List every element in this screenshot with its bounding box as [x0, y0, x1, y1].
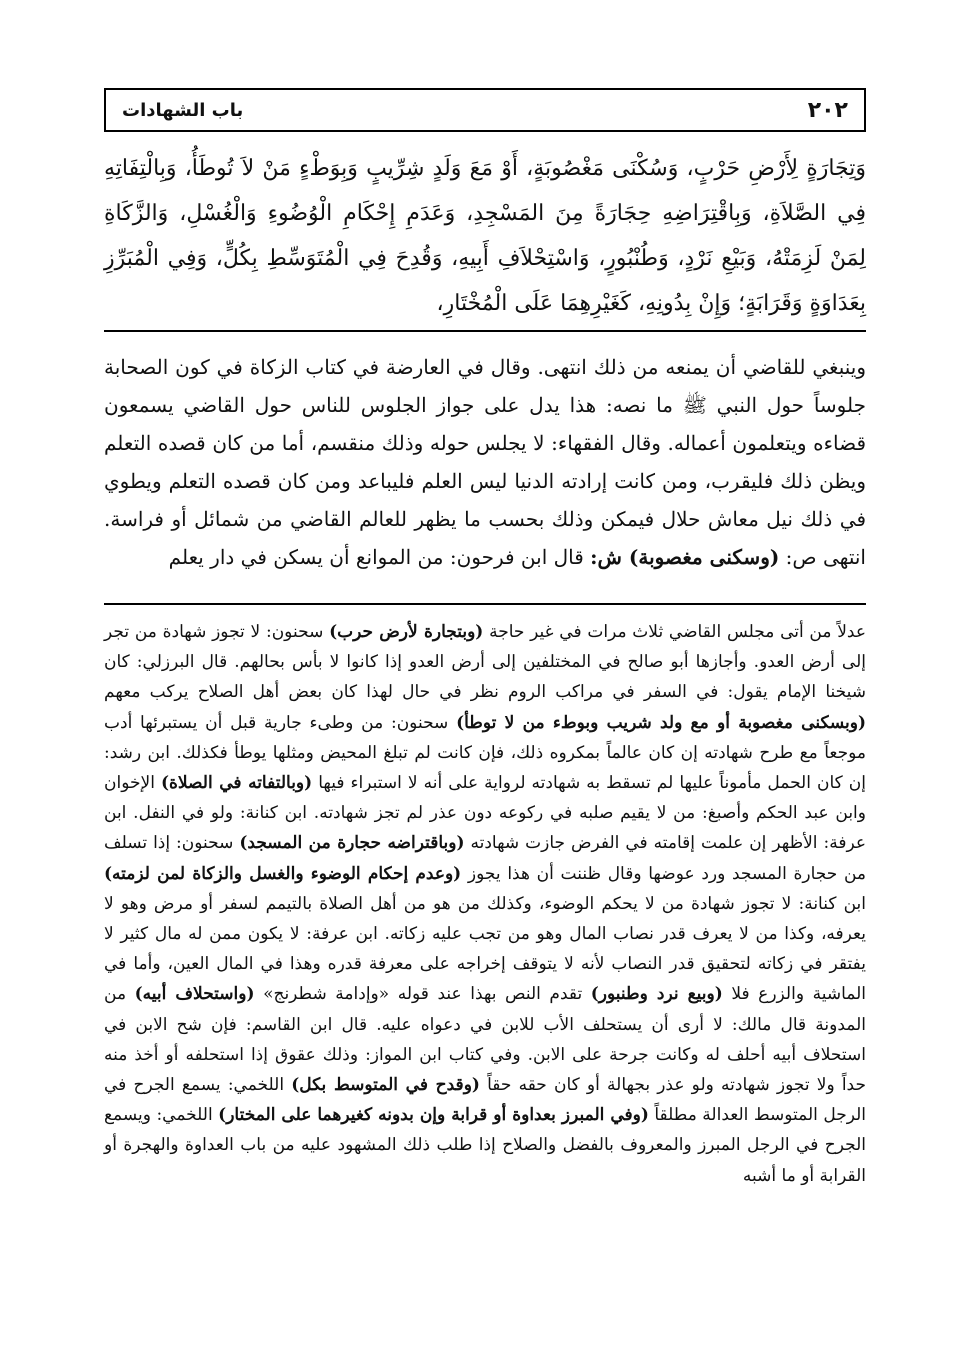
page-number: ٢٠٢: [807, 97, 848, 123]
commentary-lower-bold-segment: (واستحلاف أبيه): [134, 984, 255, 1005]
divider-upper: [104, 330, 866, 332]
commentary-upper-bold-1: (وسكنى مغصوبة) ش:: [590, 545, 780, 569]
commentary-lower-text-segment: سحنون: لا تجوز شهادة من تجر إلى أرض العدو. وأجازها أبو صالح في المختلفين إلى أرض العدو إذا كانوا لا بأس بحالهم. قال البرزلي: كان شيخنا الإمام يقول: في السفر في مراكب الروم نظر في حال لهذا كان بعض أهل الصلاح يركب معهم: [104, 622, 866, 703]
commentary-lower-text-segment: ابن كنانة: لا تجوز شهادة من لا يحكم الوضوء، وكذلك من هو من أهل الصلاة بالتيمم لسفر أو مرض وهو لا يعرفه، وكذا من لا يعرف قدر نصاب المال وهو من تجب عليه زكاته. ابن عرفة: لا يكون ممن له مال كثير لا يفتقر في زكاته لتحقيق قدر النصاب لأنه لا يتوقف إخراجه على معرفة قدره وهذا في المال العين، وأما في الماشية والزرع فلا: [104, 893, 866, 1005]
divider-lower: [104, 603, 866, 605]
commentary-lower-bold-segment: (وبتجارة لأرض حرب): [329, 622, 484, 642]
commentary-lower-bold-segment: (وقدح في المتوسط بكل): [291, 1075, 480, 1096]
commentary-lower-bold-segment: (وفي المبرز بعداوة أو قرابة وإن بدونه كغيرهما على المختار): [218, 1105, 649, 1126]
commentary-upper: [104, 348, 866, 576]
commentary-lower-text-segment: سحنون: من وطىء جارية قبل أن يستبرئها أدب موجعاً مع طرح شهادته إن كان عالماً بمكروه ذلك، فإن كانت لم تبلغ المحيض ومثلها يوطأ فكذلك. ابن رشد: إن كان الحمل مأموناً عليها لم تسقط به شهادته لرواية على أنه لا استبراء فيها: [104, 712, 866, 794]
commentary-lower-text-segment: عدلاً من أتى مجلس القاضي ثلاث مرات في غير حاجة: [483, 622, 866, 642]
commentary-lower-text-segment: الإخوان وابن عبد الحكم وأصبغ: من لا يقيم صلبه في ركوعه دون عذر لم تجز شهادته. ابن كنانة: ولو في النفل. ابن عرفة: الأظهر إن علمت إقامته في الفرض جازت شهادته: [104, 773, 866, 854]
commentary-lower: [104, 617, 866, 1191]
commentary-lower-bold-segment: (وبالتفاته في الصلاة): [160, 773, 313, 794]
commentary-lower-bold-segment: (وباقتراضه حجارة من المسجد): [239, 833, 465, 854]
commentary-lower-text-segment: اللخمي: ويسمع الجرح في الرجل المبرز والمعروف بالفضل والصلاح إذا طلب ذلك المشهود عليه من باب العداوة والهجرة أو القرابة أو ما أشبه: [104, 1105, 866, 1186]
commentary-lower-text-segment: من المدونة قال مالك: لا أرى أن يستحلف الأب للابن في دعواه عليه. قال ابن القاسم: فإن شح الابن في استحلاف أبيه أحلف له وكانت جرحة على الابن. وفي كتاب ابن المواز: وذلك عقوق إذا استحلفه أو أخذ منه حداً ولا تجوز شهادته ولو عذر بجهالة أو كان حقه حقاً: [104, 984, 866, 1096]
commentary-upper-text-2: قال ابن فرحون: من الموانع أن يسكن في دار يعلم: [168, 545, 591, 569]
commentary-lower-bold-segment: (وعدم إحكام الوضوء والغسل والزكاة لمن لزمته): [104, 863, 462, 884]
chapter-title: باب الشهادات: [122, 99, 244, 121]
commentary-upper-text-1: وينبغي للقاضي أن يمنعه من ذلك انتهى. وقال في العارضة في كتاب الزكاة في كون الصحابة جلوساً حول النبي ﷺ ما نصه: هذا يدل على جواز الجلوس للناس حول القاضي يسمعون قضاءه ويتعلمون أعماله. وقال الفقهاء: لا يجلس حوله وذلك منقسم، أما من كان قصده التعلم ويظن ذلك فليقرب، ومن كانت إرادته الدنيا ليس العلم فليباعد ومن كان قصده التعلم ويطوي في ذلك نيل معاش حلال فيمكن وذلك بحسب ما يظهر للعالم القاضي من شمائل أو فراسة. انتهى ص:: [104, 355, 866, 569]
page-header: [104, 88, 866, 132]
commentary-lower-bold-segment: (وبيع نرد وطنبور): [590, 984, 723, 1005]
commentary-lower-text-segment: سحنون: إذا تسلف من حجارة المسجد ورد عوضها وقال ظننت أن هذا يجوز: [104, 833, 866, 884]
commentary-lower-bold-segment: (وبسكنى مغصوبة أو مع ولد شريب وبوطء من لا توطأ): [456, 712, 866, 733]
main-text: وَتِجَارَةٍ لِأَرْضِ حَرْبٍ، وَسُكْنَى مَغْصُوبَةٍ، أَوْ مَعَ وَلَدٍ شِرِّيبٍ وَبِوَطْءٍ مَنْ لاَ تُوطَأُ، وَبِالْتِفَاتِهِ فِي الصَّلاَةِ، وَبِاقْتِرَاضِهِ حِجَارَةً مِنَ المَسْجِدِ، وَعَدَمِ إِحْكَامِ الْوُضُوءِ وَالْغُسْلِ، وَالزَّكَاةِ لِمَنْ لَزِمَتْهُ، وَبَيْعِ نَرْدٍ، وَطُنْبُورٍ، وَاسْتِحْلاَفِ أَبِيهِ، وَقُدِحَ فِي الْمُتَوَسِّطِ بِكُلٍّ، وَفِي الْمُبَرِّزِ بِعَدَاوَةٍ وَقَرَابَةٍ؛ وَإِنْ بِدُونِهِ، كَغَيْرِهِمَا عَلَى الْمُخْتَارِ،: [104, 156, 866, 316]
commentary-lower-text-segment: اللخمي: يسمع الجرح في الرجل المتوسط العدالة مطلقاً: [104, 1075, 866, 1126]
commentary-lower-text-segment: تقدم النص بهذا عند قوله «وإدامة شطرنج»: [254, 984, 591, 1005]
